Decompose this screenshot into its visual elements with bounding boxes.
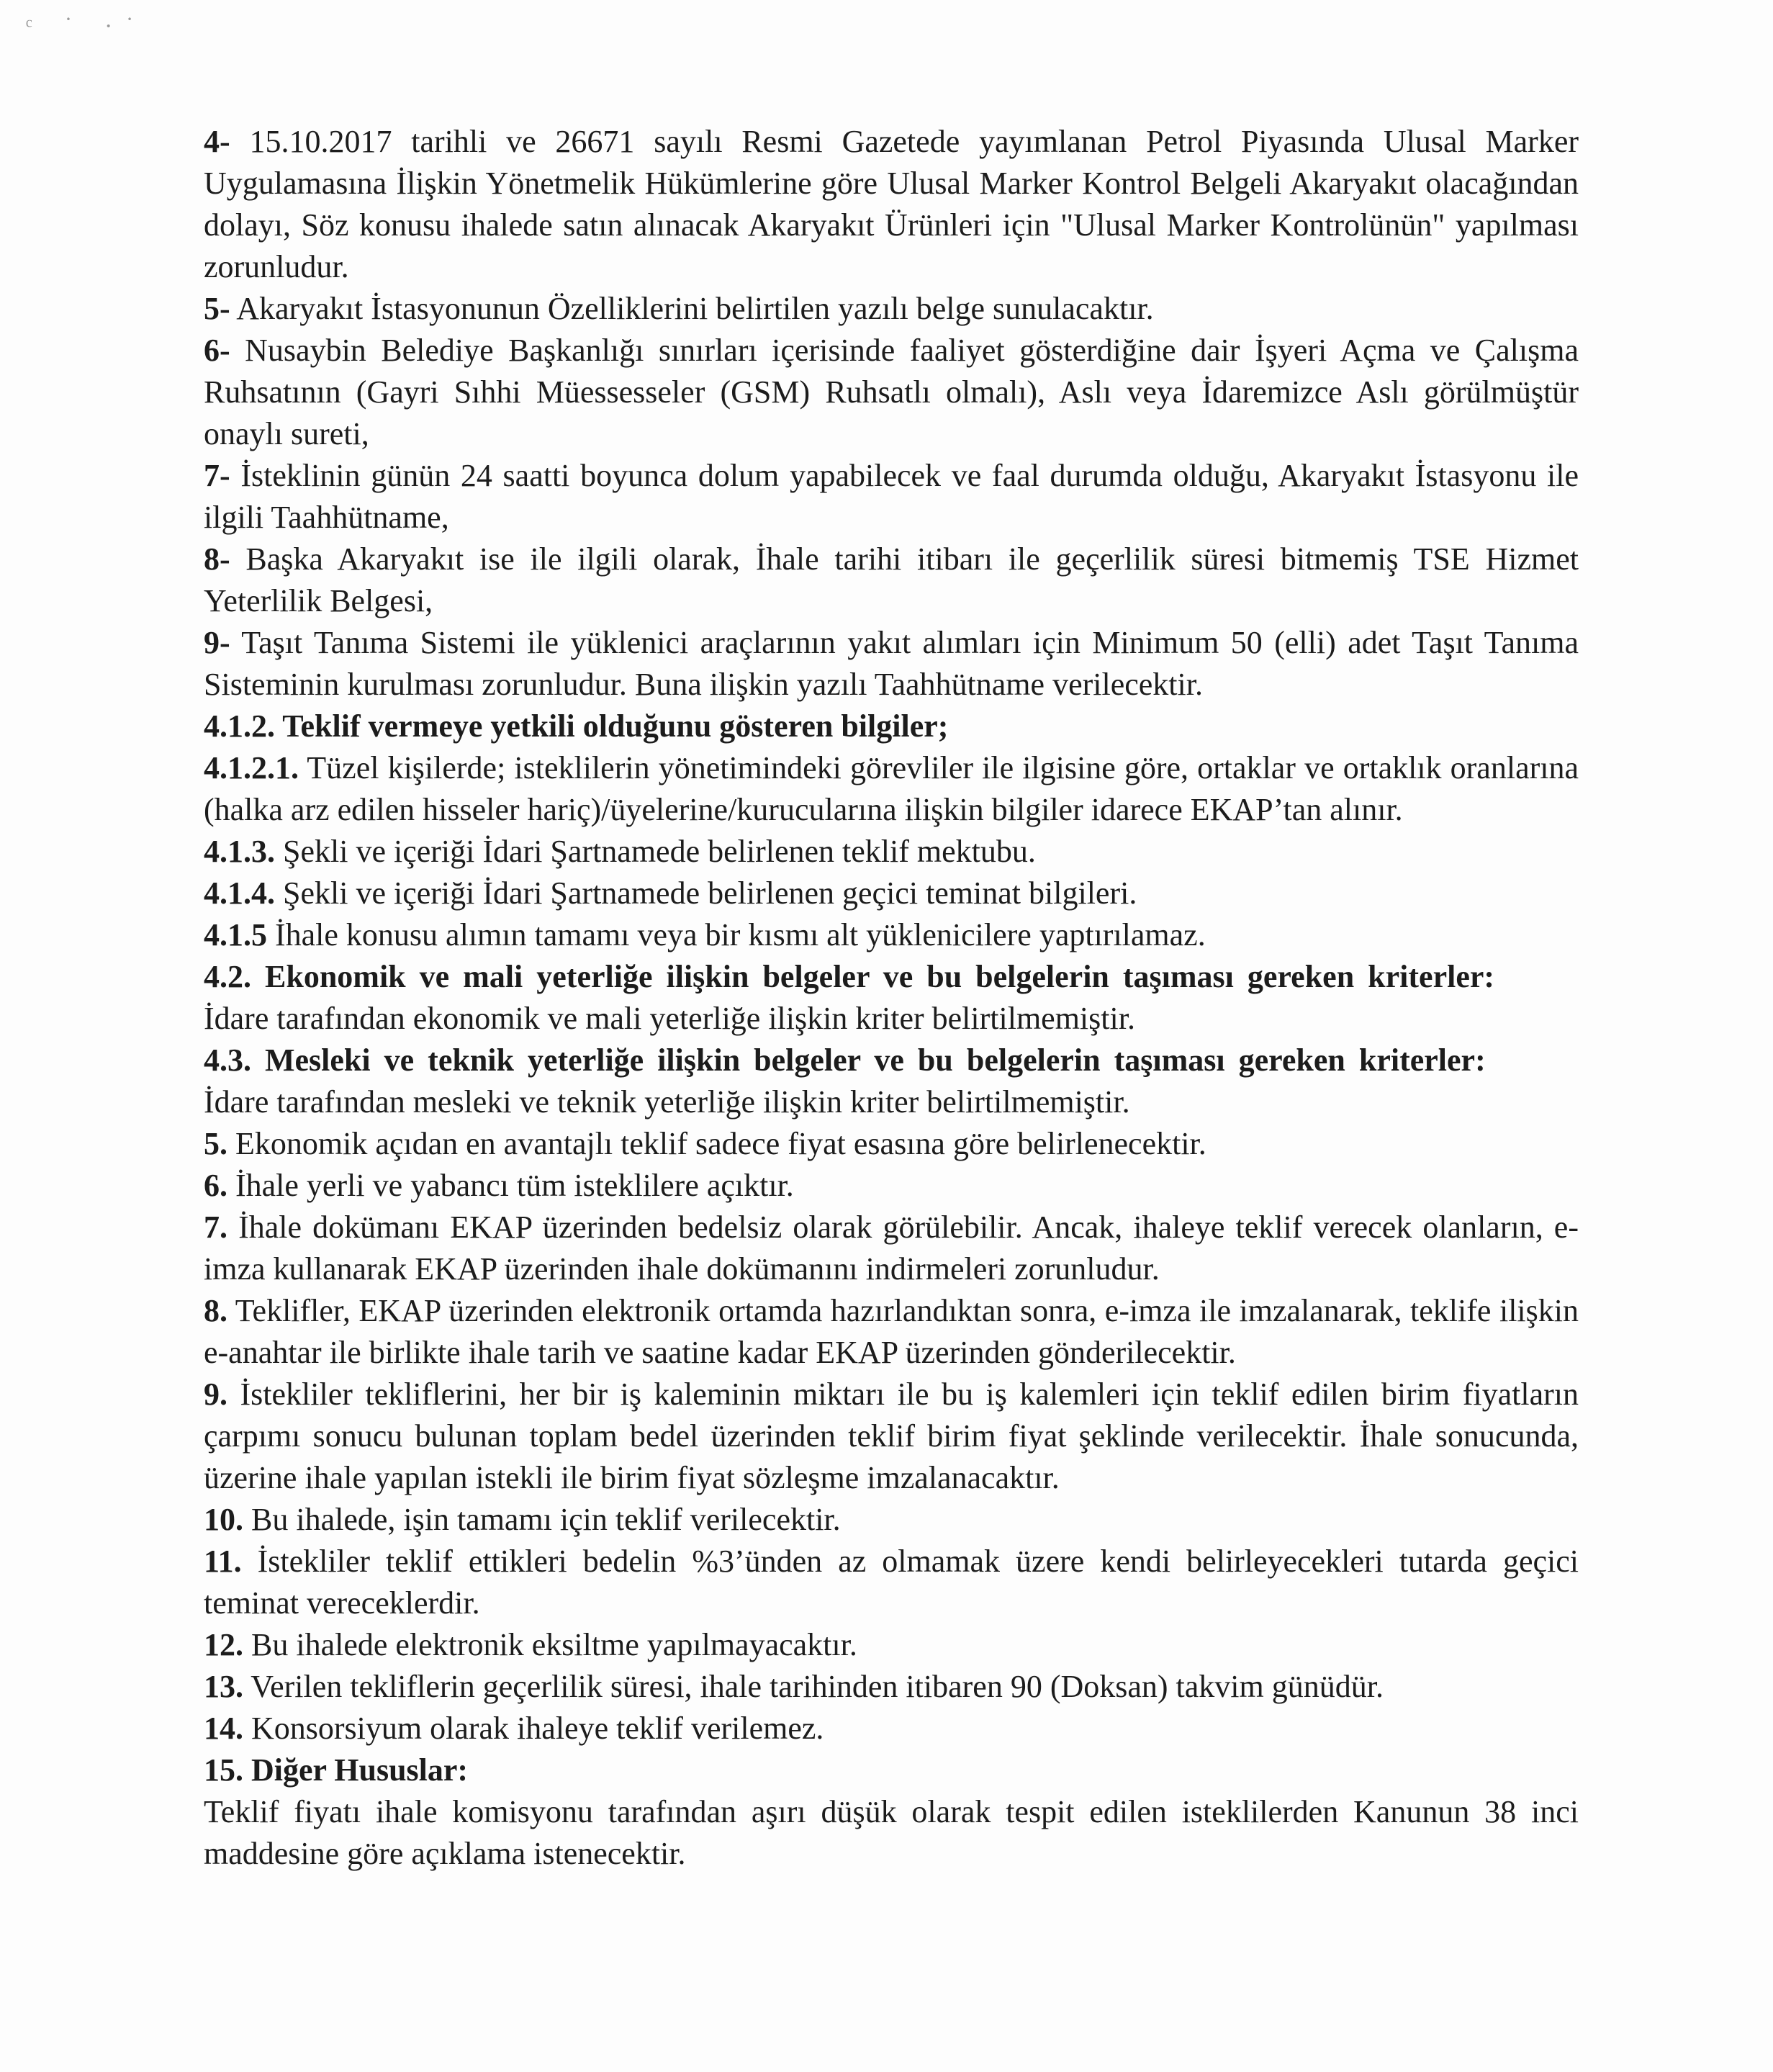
item-text: Bu ihalede elektronik eksiltme yapılmayacaktır. [243, 1627, 857, 1662]
item-text: Ekonomik açıdan en avantajlı teklif sadece fiyat esasına göre belirlenecektir. [227, 1126, 1206, 1161]
item-number: 5- [204, 291, 230, 326]
item-text: Şekli ve içeriği İdari Şartnamede belirlenen teklif mektubu. [275, 834, 1036, 869]
paragraph-12 [204, 1624, 1579, 1666]
paragraph-7 [204, 1207, 1579, 1290]
item-text: İhale dokümanı EKAP üzerinden bedelsiz olarak görülebilir. Ancak, ihaleye teklif verecek olanların, e-imza kullanarak EKAP üzerinden ihale dokümanını indirmeleri zorunludur. [204, 1210, 1579, 1287]
paragraph-9-dash [204, 622, 1579, 706]
item-number: 9- [204, 625, 230, 660]
item-text: Bu ihalede, işin tamamı için teklif verilecektir. [243, 1502, 841, 1537]
item-text: İhale konusu alımın tamamı veya bir kısmı alt yüklenicilere yaptırılamaz. [267, 917, 1206, 952]
item-number: 11. [204, 1544, 242, 1579]
item-number: 4.1.3. [204, 834, 275, 869]
paragraph-4-1-3 [204, 831, 1579, 873]
item-text: Şekli ve içeriği İdari Şartnamede belirlenen geçici teminat bilgileri. [275, 875, 1137, 911]
item-number: 8. [204, 1293, 227, 1328]
document-body [204, 121, 1579, 1875]
paragraph-15-body: Teklif fiyatı ihale komisyonu tarafından aşırı düşük olarak tespit edilen isteklilerden Kanunun 38 inci maddesine göre açıklama istenecektir. [204, 1794, 1579, 1871]
paragraph-7-dash [204, 455, 1579, 539]
item-text: 15.10.2017 tarihli ve 26671 sayılı Resmi Gazetede yayımlanan Petrol Piyasında Ulusal Marker Uygulamasına İlişkin Yönetmelik Hükümlerine göre Ulusal Marker Kontrol Belgeli Akaryakıt olacağından dolayı, Söz konusu ihalede satın alınacak Akaryakıt Ürünleri için "Ulusal Marker Kontrolünün" yapılması zorunludur. [204, 124, 1579, 284]
item-number: 5. [204, 1126, 227, 1161]
section-heading-4-1-2: 4.1.2. Teklif vermeye yetkili olduğunu gösteren bilgiler; [204, 708, 949, 744]
item-text: İstekliler teklif ettikleri bedelin %3’ünden az olmamak üzere kendi belirleyecekleri tutarda geçici teminat vereceklerdir. [204, 1544, 1579, 1621]
paragraph-4-1-5 [204, 914, 1579, 956]
item-text: Nusaybin Belediye Başkanlığı sınırları içerisinde faaliyet gösterdiğine dair İşyeri Açma ve Çalışma Ruhsatının (Gayri Sıhhi Müessesseler (GSM) Ruhsatlı olmalı), Aslı veya İdaremizce Aslı görülmüştür onaylı sureti, [204, 333, 1579, 451]
paragraph-10 [204, 1499, 1579, 1541]
item-text: Konsorsiyum olarak ihaleye teklif verilemez. [243, 1711, 824, 1746]
paragraph-4-3-body: İdare tarafından mesleki ve teknik yeterliğe ilişkin kriter belirtilmemiştir. [204, 1084, 1130, 1120]
section-heading-4-3: 4.3. Mesleki ve teknik yeterliğe ilişkin belgeler ve bu belgelerin taşıması gereken kriterler: [204, 1042, 1486, 1078]
section-heading-4-2: 4.2. Ekonomik ve mali yeterliğe ilişkin belgeler ve bu belgelerin taşıması gereken kriterler: [204, 959, 1495, 994]
paragraph-6 [204, 1165, 1579, 1207]
item-number: 4.1.4. [204, 875, 275, 911]
item-number: 7- [204, 458, 230, 493]
item-text: Teklifler, EKAP üzerinden elektronik ortamda hazırlandıktan sonra, e-imza ile imzalanarak, teklife ilişkin e-anahtar ile birlikte ihale tarih ve saatine kadar EKAP üzerinden gönderilecektir. [204, 1293, 1579, 1370]
item-text: İstekliler tekliflerini, her bir iş kaleminin miktarı ile bu iş kalemleri için teklif edilen birim fiyatların çarpımı sonucu bulunan toplam bedel üzerinden teklif birim fiyat şeklinde verilecektir. İhale sonucunda, üzerine ihale yapılan istekli ile birim fiyat sözleşme imzalanacaktır. [204, 1377, 1579, 1495]
item-number: 4.1.5 [204, 917, 267, 952]
item-text: Tüzel kişilerde; isteklilerin yönetimindeki görevliler ile ilgisine göre, ortaklar ve ortaklık oranlarına (halka arz edilen hisseler hariç)/üyelerine/kurucularına ilişkin bilgiler idarece EKAP’tan alınır. [204, 750, 1579, 827]
paragraph-5 [204, 1123, 1579, 1165]
item-text: İsteklinin günün 24 saatti boyunca dolum yapabilecek ve faal durumda olduğu, Akaryakıt İstasyonu ile ilgili Taahhütname, [204, 458, 1579, 535]
item-number: 6- [204, 333, 230, 368]
paragraph-4-dash [204, 121, 1579, 288]
item-number: 4.1.2.1. [204, 750, 299, 785]
scan-marks: ᶜ ˙ ·˙ [26, 13, 147, 40]
paragraph-4-2-body: İdare tarafından ekonomik ve mali yeterliğe ilişkin kriter belirtilmemiştir. [204, 1001, 1135, 1036]
item-number: 8- [204, 541, 230, 577]
item-text: Akaryakıt İstasyonunun Özelliklerini belirtilen yazılı belge sunulacaktır. [230, 291, 1154, 326]
item-number: 6. [204, 1168, 227, 1203]
item-number: 7. [204, 1210, 227, 1245]
paragraph-13 [204, 1666, 1579, 1708]
item-text: İhale yerli ve yabancı tüm isteklilere açıktır. [227, 1168, 794, 1203]
paragraph-6-dash [204, 330, 1579, 455]
item-number: 12. [204, 1627, 243, 1662]
item-text: Taşıt Tanıma Sistemi ile yüklenici araçlarının yakıt alımları için Minimum 50 (elli) adet Taşıt Tanıma Sisteminin kurulması zorunludur. Buna ilişkin yazılı Taahhütname verilecektir. [204, 625, 1579, 702]
paragraph-4-1-2-1 [204, 747, 1579, 831]
item-number: 4- [204, 124, 230, 159]
paragraph-5-dash [204, 288, 1579, 330]
paragraph-4-1-4 [204, 873, 1579, 914]
section-heading-15: 15. Diğer Hususlar: [204, 1752, 469, 1788]
paragraph-8 [204, 1290, 1579, 1374]
item-number: 9. [204, 1377, 227, 1412]
item-number: 13. [204, 1669, 243, 1704]
item-text: Başka Akaryakıt ise ile ilgili olarak, İhale tarihi itibarı ile geçerlilik süresi bitmemiş TSE Hizmet Yeterlilik Belgesi, [204, 541, 1579, 618]
paragraph-8-dash [204, 539, 1579, 622]
item-text: Verilen tekliflerin geçerlilik süresi, ihale tarihinden itibaren 90 (Doksan) takvim günüdür. [243, 1669, 1384, 1704]
item-number: 14. [204, 1711, 243, 1746]
item-number: 10. [204, 1502, 243, 1537]
paragraph-11 [204, 1541, 1579, 1624]
paragraph-9 [204, 1374, 1579, 1499]
paragraph-14 [204, 1708, 1579, 1749]
